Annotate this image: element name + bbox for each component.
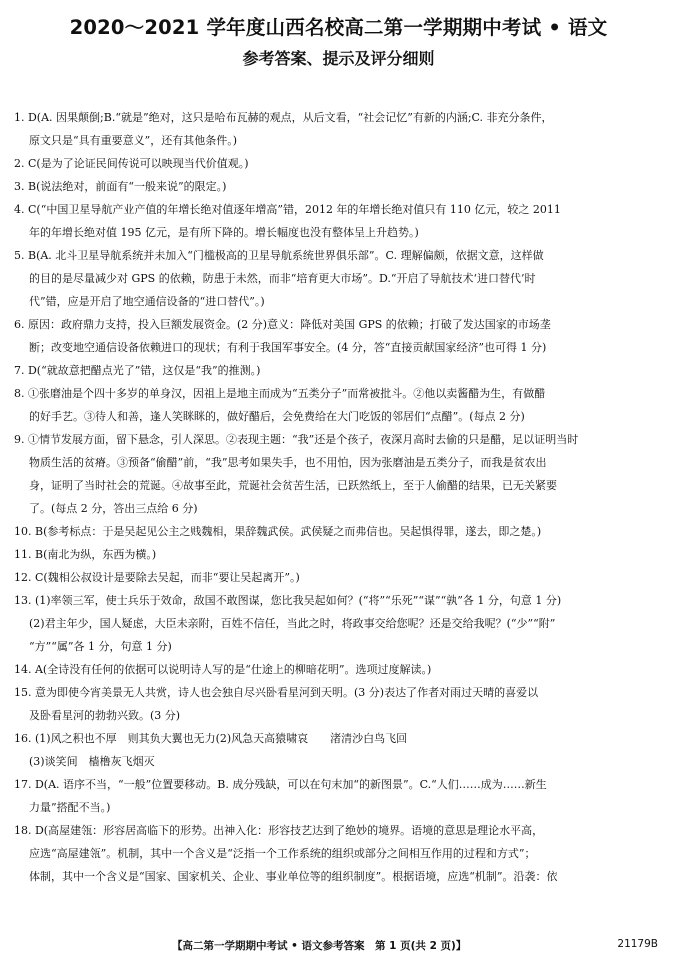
answer-line: 6. 原因：政府鼎力支持，投入巨额发展资金。(2 分)意义：降低对美国 GPS 的依赖；打破了发达国家的市场垄: [14, 318, 551, 331]
answer-list: [14, 106, 662, 888]
answer-line: 10. B(参考标点：于是吴起见公主之贱魏相，果辞魏武侯。武侯疑之而弗信也。吴起惧得罪，遂去，即之楚。): [14, 525, 542, 538]
answer-line: 15. 意为即使今宵美景无人共赏，诗人也会独自尽兴卧看星河到天明。(3 分)表达了作者对雨过天晴的喜爱以: [14, 686, 539, 699]
answer-line: 12. C(魏相公叔设计是要除去吴起，而非“要让吴起离开”。): [14, 571, 300, 584]
answer-item: [14, 658, 662, 681]
answer-item: [14, 589, 662, 658]
answer-line: 年的年增长绝对值 195 亿元，是有所下降的。增长幅度也没有整体呈上升趋势。): [29, 226, 419, 239]
answer-line: 2. C(是为了论证民间传说可以映现当代价值观。): [14, 157, 249, 170]
answer-line: 的好手艺。③待人和善，逢人笑眯眯的，做好醋后，会免费给在大门吃饭的邻居们“点醋”。(每点 2 分): [29, 410, 525, 423]
answer-item: [14, 175, 662, 198]
answer-line: 应选“高屋建瓴”。机制，其中一个含义是“泛指一个工作系统的组织或部分之间相互作用的过程和方式”；: [29, 847, 536, 860]
answer-line: 17. D(A. 语序不当，“一般”位置要移动。B. 成分残缺，可以在句末加“的新图景”。C.“人们……成为……新生: [14, 778, 547, 791]
answer-item: [14, 382, 662, 428]
footer-code: 21179B: [617, 938, 658, 950]
answer-line: 7. D(“就故意把醋点光了”错，这仅是“我”的推测。): [14, 364, 261, 377]
answer-item: [14, 727, 662, 773]
answer-item: [14, 198, 662, 244]
answer-line: 9. ①情节发展方面，留下悬念，引人深思。②表现主题：“我”还是个孩子，夜深月高时去偷的只是醋，足以证明当时: [14, 433, 579, 446]
answer-item: [14, 428, 662, 520]
document-subtitle: 参考答案、提示及评分细则: [242, 49, 435, 68]
answer-line: 的目的是尽量减少对 GPS 的依赖，防患于未然，而非“培育更大市场”。D.“开启了导航技术‘进口替代’时: [29, 272, 536, 285]
answer-line: 物质生活的贫瘠。③预备“偷醋”前，“我”思考如果失手，也不用怕，因为张磨油是五类分子，而我是贫农出: [29, 456, 547, 469]
answer-line: 身，证明了当时社会的荒诞。④故事至此，荒诞社会贫苦生活，已跃然纸上，至于人偷醋的结果，已无关紧要: [29, 479, 557, 492]
answer-line: 4. C(“中国卫星导航产业产值的年增长绝对值逐年增高”错，2012 年的年增长绝对值只有 110 亿元，较之 2011: [14, 203, 561, 216]
answer-item: [14, 681, 662, 727]
answer-item: [14, 313, 662, 359]
answer-line: “方”“属”各 1 分，句意 1 分): [29, 640, 172, 653]
answer-item: [14, 359, 662, 382]
answer-line: 1. D(A. 因果颠倒;B.“就是”绝对，这只是哈布瓦赫的观点，从后文看，“社会记忆”有新的内涵;C. 非充分条件，: [14, 111, 553, 124]
footer-page-info: 【高二第一学期期中考试 • 语文参考答案 第 1 页(共 2 页)】: [172, 940, 467, 952]
answer-item: [14, 773, 662, 819]
answer-line: 14. A(全诗没有任何的依据可以说明诗人写的是“仕途上的柳暗花明”。选项过度解读。): [14, 663, 432, 676]
answer-line: (3)谈笑间 樯橹灰飞烟灭: [29, 755, 155, 768]
answer-line: 13. (1)率领三军，使士兵乐于效命，敌国不敢图谋，您比我吴起如何？(“将”“乐死”“谋”“孰”各 1 分，句意 1 分): [14, 594, 562, 607]
answer-line: 断；改变地空通信设备依赖进口的现状；有利于我国军事安全。(4 分，答“直接贡献国家经济”也可得 1 分): [29, 341, 547, 354]
answer-line: (2)君主年少，国人疑虑，大臣未亲附，百姓不信任，当此之时，将政事交给您呢？还是交给我呢？(“少”“附”: [29, 617, 556, 630]
answer-line: 原文只是“具有重要意义”，还有其他条件。): [29, 134, 238, 147]
answer-line: 力量”搭配不当。): [29, 801, 111, 814]
answer-item: [14, 819, 662, 888]
answer-item: [14, 244, 662, 313]
answer-item: [14, 543, 662, 566]
answer-item: [14, 520, 662, 543]
answer-item: [14, 566, 662, 589]
answer-line: 了。(每点 2 分，答出三点给 6 分): [29, 502, 198, 515]
answer-item: [14, 106, 662, 152]
answer-item: [14, 152, 662, 175]
answer-line: 及卧看星河的勃勃兴致。(3 分): [29, 709, 181, 722]
answer-line: 18. D(高屋建瓴：形容居高临下的形势。出神入化：形容技艺达到了绝妙的境界。语境的意思是理论水平高，: [14, 824, 544, 837]
answer-line: 16. (1)风之积也不厚 则其负大翼也无力(2)风急天高猿啸哀 渚清沙白鸟飞回: [14, 732, 408, 745]
answer-line: 5. B(A. 北斗卫星导航系统并未加入“门槛极高的卫星导航系统世界俱乐部”。C. 理解偏颇，依据文意，这样做: [14, 249, 544, 262]
document-title: 2020～2021 学年度山西名校高二第一学期期中考试 • 语文: [69, 16, 608, 39]
answer-line: 11. B(南北为纵，东西为横。): [14, 548, 157, 561]
answer-line: 体制，其中一个含义是“国家、国家机关、企业、事业单位等的组织制度”。根据语境，应选“机制”。沿袭：依: [29, 870, 558, 883]
answer-line: 8. ①张磨油是个四十多岁的单身汉，因祖上是地主而成为“五类分子”而常被批斗。②他以卖酱醋为生，有做醋: [14, 387, 546, 400]
answer-line: 3. B(说法绝对，前面有“一般来说”的限定。): [14, 180, 227, 193]
answer-line: 代”错，应是开启了地空通信设备的“进口替代”。): [29, 295, 265, 308]
